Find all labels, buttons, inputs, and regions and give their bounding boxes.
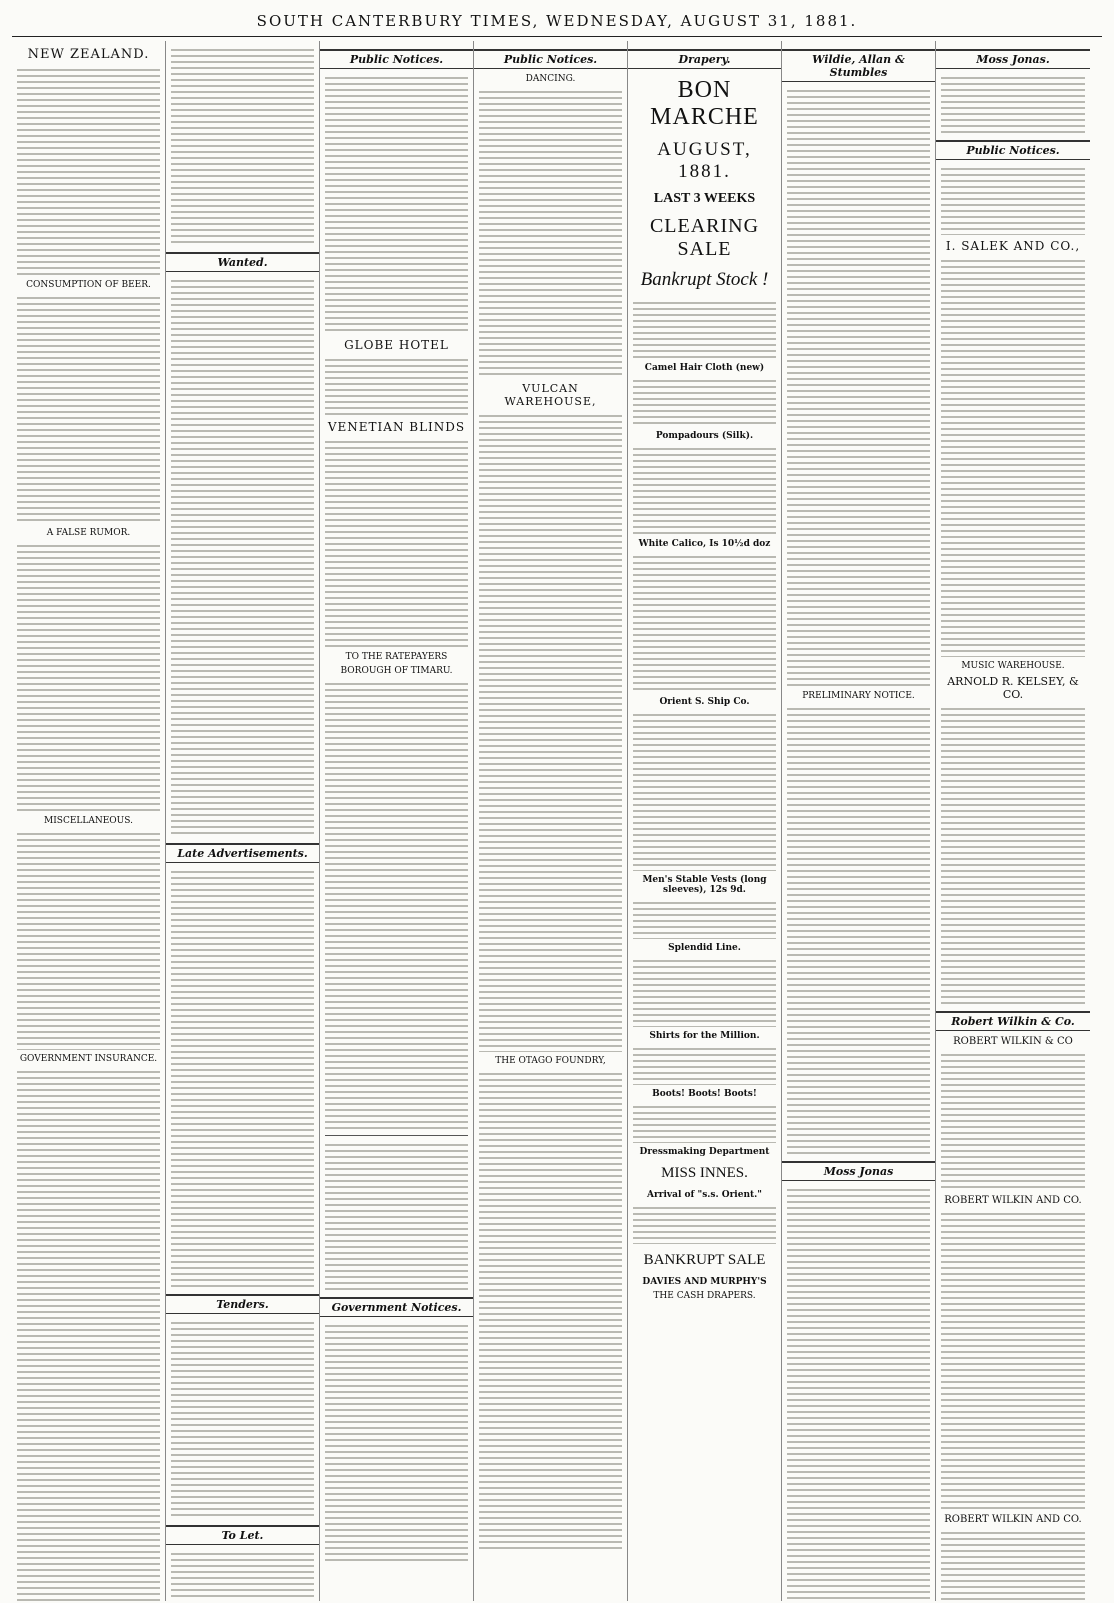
text-block: [633, 957, 776, 1027]
text-block: [941, 1051, 1085, 1191]
text-block: [633, 445, 776, 535]
text-block: [941, 165, 1085, 235]
column-5: [628, 41, 782, 1601]
music-warehouse-heading: MUSIC WAREHOUSE.: [961, 661, 1065, 671]
last-weeks-heading: LAST 3 WEEKS: [653, 191, 756, 206]
text-block: [17, 66, 160, 276]
section-robert-wilkin: Robert Wilkin & Co.: [936, 1011, 1090, 1031]
masthead: SOUTH CANTERBURY TIMES, WEDNESDAY, AUGUST 31, 1881.: [12, 10, 1102, 37]
text-block: [633, 299, 776, 359]
ratepayers-heading: TO THE RATEPAYERS: [345, 652, 448, 662]
column-1: [12, 41, 166, 1601]
borough-heading: BOROUGH OF TIMARU.: [340, 666, 453, 676]
text-block: [479, 1070, 622, 1550]
bon-marche-heading: BON MARCHE: [650, 77, 759, 130]
wilkin-heading-2: ROBERT WILKIN AND CO.: [944, 1195, 1082, 1206]
kelsey-heading: ARNOLD R. KELSEY, & CO.: [947, 675, 1079, 701]
stable-vests-heading: Men's Stable Vests (long sleeves), 12s 9d.: [642, 875, 767, 895]
davies-murphy-heading: DAVIES AND MURPHY'S: [642, 1277, 767, 1287]
column-6: [782, 41, 936, 1601]
vulcan-warehouse-heading: VULCAN WAREHOUSE,: [504, 382, 597, 408]
text-block: [325, 1322, 468, 1562]
venetian-blinds-heading: VENETIAN BLINDS: [327, 420, 466, 434]
columns: [12, 41, 1102, 1601]
text-block: [325, 680, 468, 1130]
white-calico-heading: White Calico, Is 10½d doz: [638, 539, 771, 549]
bankrupt-sale-heading: BANKRUPT SALE: [643, 1252, 766, 1268]
column-2: [166, 41, 320, 1601]
text-block: [787, 1186, 930, 1601]
shirts-heading: Shirts for the Million.: [649, 1031, 760, 1041]
text-block: [941, 74, 1085, 134]
text-block: [941, 705, 1085, 1005]
text-block: [325, 356, 468, 416]
text-block: [633, 899, 776, 939]
arrival-heading: Arrival of "s.s. Orient.": [647, 1190, 762, 1200]
section-public-notices: Public Notices.: [474, 49, 627, 69]
column-3: [320, 41, 474, 1601]
text-block: [633, 1045, 776, 1085]
otago-foundry-heading: THE OTAGO FOUNDRY,: [495, 1056, 606, 1066]
section-government-notices: Government Notices.: [320, 1297, 473, 1317]
text-block: [787, 87, 930, 687]
text-block: [325, 74, 468, 334]
miss-innes-heading: MISS INNES.: [661, 1165, 748, 1181]
bankrupt-stock-heading: Bankrupt Stock !: [640, 269, 769, 290]
august-heading: AUGUST, 1881.: [657, 139, 752, 182]
section-moss-jonas: Moss Jonas.: [936, 49, 1090, 69]
salek-heading: I. SALEK AND CO.,: [945, 239, 1081, 253]
text-block: [941, 1210, 1085, 1510]
headline-government-insurance: GOVERNMENT INSURANCE.: [19, 1054, 158, 1064]
divider: [325, 1135, 468, 1136]
text-block: [17, 542, 160, 812]
text-block: [17, 1068, 160, 1601]
section-to-let: To Let.: [166, 1525, 319, 1545]
headline-false-rumor: A FALSE RUMOR.: [46, 528, 131, 538]
cash-drapers-heading: THE CASH DRAPERS.: [653, 1291, 756, 1301]
section-public-notices: Public Notices.: [320, 49, 473, 69]
column-4: [474, 41, 628, 1601]
preliminary-notice-heading: PRELIMINARY NOTICE.: [802, 691, 915, 701]
text-block: [325, 438, 468, 648]
text-block: [633, 553, 776, 693]
text-block: [633, 377, 776, 427]
boots-heading: Boots! Boots! Boots!: [652, 1089, 757, 1099]
clearing-sale-heading: CLEARING SALE: [649, 215, 760, 260]
column-7: [936, 41, 1090, 1601]
wilkin-heading-3: ROBERT WILKIN AND CO.: [944, 1514, 1082, 1525]
dressmaking-heading: Dressmaking Department: [639, 1147, 770, 1157]
headline-miscellaneous: MISCELLANEOUS.: [44, 816, 133, 826]
section-moss-jonas: Moss Jonas: [782, 1161, 935, 1181]
text-block: [171, 868, 314, 1288]
dancing-heading: DANCING.: [525, 74, 576, 84]
wilkin-heading-1: ROBERT WILKIN & CO: [953, 1036, 1073, 1047]
section-late-advertisements: Late Advertisements.: [166, 843, 319, 863]
text-block: [17, 294, 160, 524]
text-block: [171, 46, 314, 246]
text-block: [171, 277, 314, 837]
globe-hotel-heading: GLOBE HOTEL: [344, 338, 449, 352]
text-block: [941, 257, 1085, 657]
section-drapery: Drapery.: [628, 49, 781, 69]
camel-hair-heading: Camel Hair Cloth (new): [644, 363, 765, 373]
text-block: [633, 711, 776, 871]
text-block: [633, 1204, 776, 1244]
section-tenders: Tenders.: [166, 1294, 319, 1314]
text-block: [171, 1319, 314, 1519]
text-block: [787, 705, 930, 1155]
pompadours-heading: Pompadours (Silk).: [655, 431, 754, 441]
text-block: [479, 88, 622, 378]
section-wildie-allan: Wildie, Allan & Stumbles: [782, 49, 935, 82]
text-block: [941, 1529, 1085, 1601]
splendid-line-heading: Splendid Line.: [668, 943, 741, 953]
text-block: [479, 412, 622, 1052]
text-block: [17, 830, 160, 1050]
section-public-notices: Public Notices.: [936, 140, 1090, 160]
text-block: [633, 1103, 776, 1143]
text-block: [325, 1141, 468, 1291]
text-block: [171, 1550, 314, 1601]
headline-new-zealand: NEW ZEALAND.: [27, 47, 150, 62]
headline-beer: CONSUMPTION OF BEER.: [26, 280, 151, 290]
orient-ship-heading: Orient S. Ship Co.: [659, 697, 750, 707]
section-wanted: Wanted.: [166, 252, 319, 272]
